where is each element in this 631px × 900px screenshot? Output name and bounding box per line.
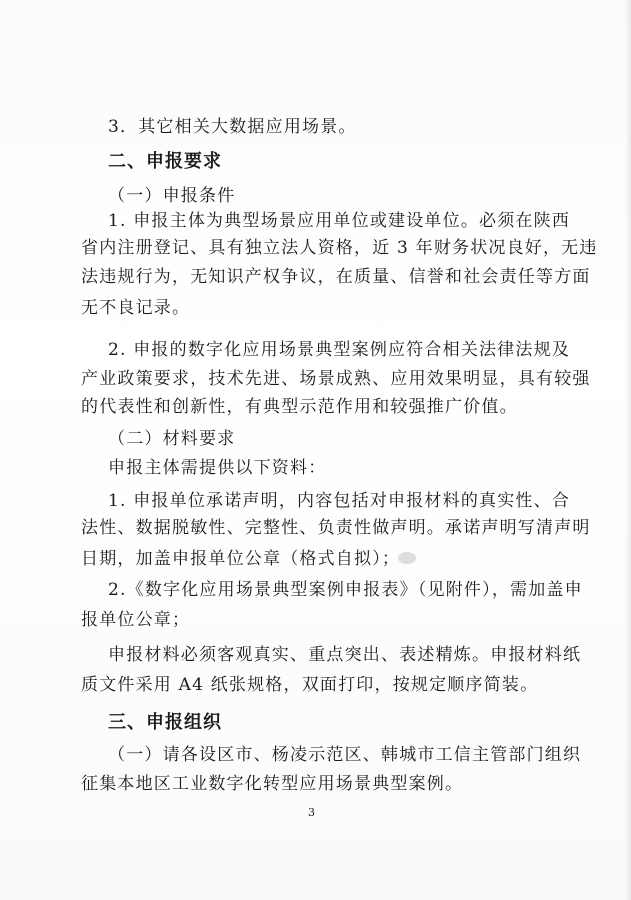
page-number: 3 [308, 806, 315, 819]
material-1-line-2: 法性、数据脱敏性、完整性、负责性做声明。承诺声明写清声明 [81, 518, 591, 538]
condition-1-line-2: 省内注册登记、具有独立法人资格，近 3 年财务状况良好，无违 [81, 238, 598, 258]
condition-2-line-3: 的代表性和创新性，有典型示范作用和较强推广价值。 [81, 397, 518, 417]
condition-1-line-3: 法违规行为，无知识产权争议，在质量、信誉和社会责任等方面 [81, 267, 591, 287]
materials-intro: 申报主体需提供以下资料： [108, 458, 327, 478]
section-heading-requirements: 二、申报要求 [108, 151, 222, 172]
condition-2-line-2: 产业政策要求，技术先进、场景成熟、应用效果明显，具有较强 [81, 369, 591, 389]
material-note-line-1: 申报材料必须客观真实、重点突出、表述精炼。申报材料纸 [108, 645, 582, 665]
material-note-line-2: 质文件采用 A4 纸张规格，双面打印，按规定顺序简装。 [81, 675, 539, 695]
scan-edge-shadow [625, 0, 631, 900]
item-3-other-scenarios: 3．其它相关大数据应用场景。 [108, 117, 357, 137]
subheading-conditions: （一）申报条件 [108, 186, 236, 206]
scan-mark [398, 552, 416, 564]
condition-1-line-4: 无不良记录。 [81, 298, 191, 318]
condition-1-line-1: 1. 申报主体为典型场景应用单位或建设单位。必须在陕西 [108, 211, 571, 231]
organization-1-line-2: 征集本地区工业数字化转型应用场景典型案例。 [81, 774, 464, 794]
section-heading-organization: 三、申报组织 [108, 712, 222, 733]
material-1-line-3: 日期，加盖申报单位公章（格式自拟）； [81, 549, 401, 569]
subheading-materials: （二）材料要求 [108, 429, 236, 449]
condition-2-line-1: 2. 申报的数字化应用场景典型案例应符合相关法律法规及 [108, 340, 571, 360]
material-2-line-2: 报单位公章； [81, 610, 191, 630]
material-2-line-1: 2.《数字化应用场景典型案例申报表》（见附件），需加盖申 [108, 580, 583, 600]
organization-1-line-1: （一）请各设区市、杨凌示范区、韩城市工信主管部门组织 [108, 745, 582, 765]
material-1-line-1: 1. 申报单位承诺声明，内容包括对申报材料的真实性、合 [108, 491, 571, 511]
